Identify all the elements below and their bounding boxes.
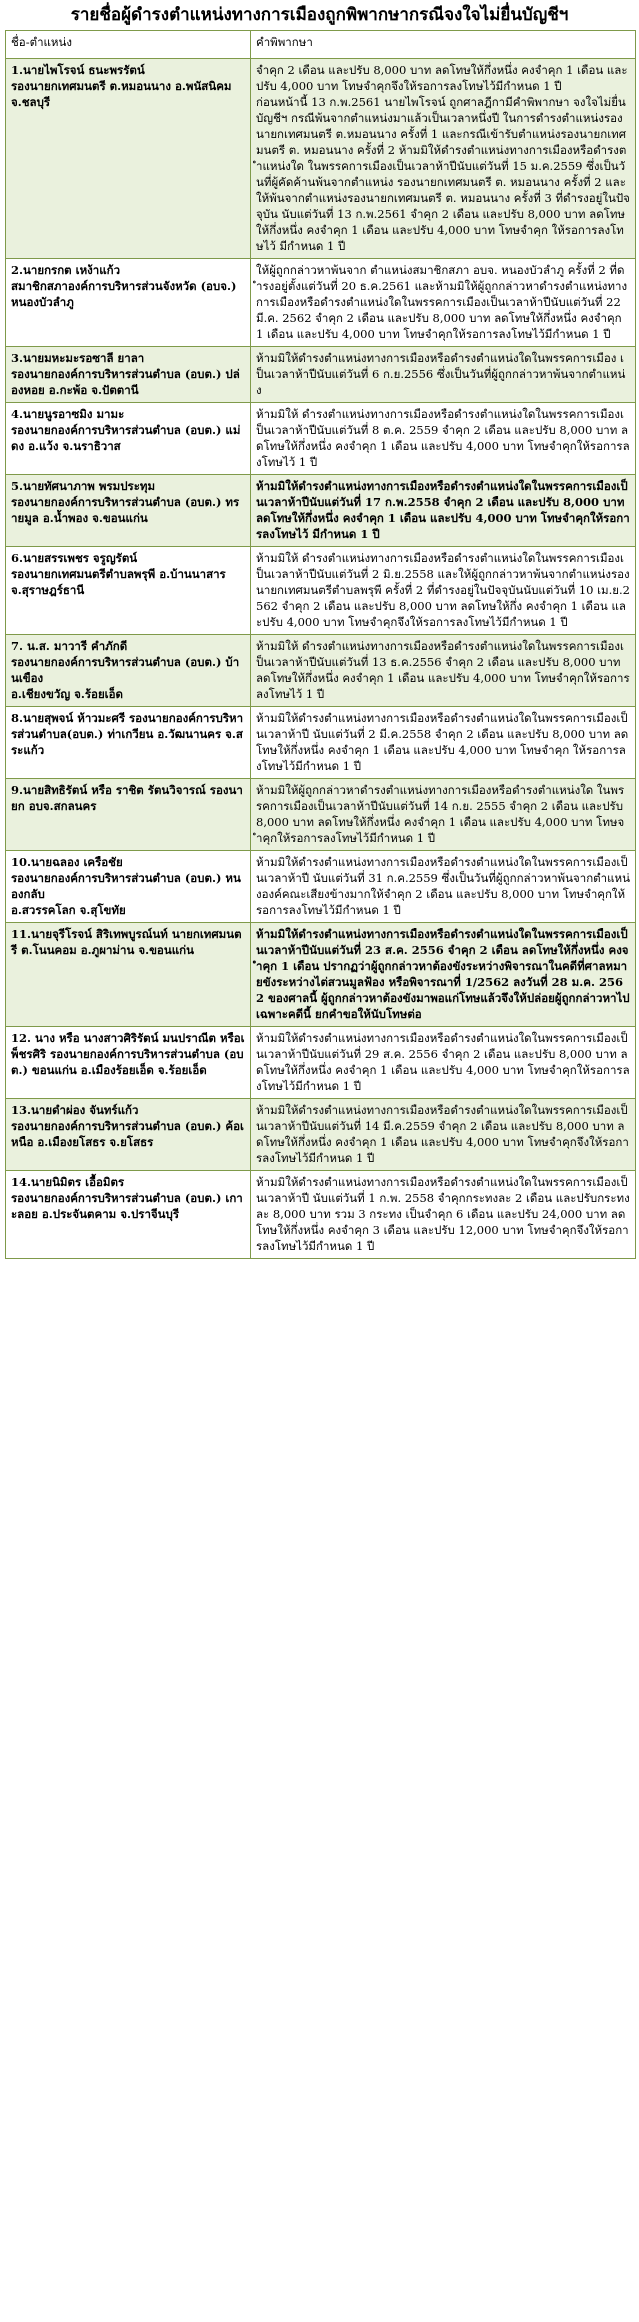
table-row (6, 1171, 636, 1259)
row-name-cell: 5.นายทัศนาภาพ พรมประทุม รองนายกองค์การบริหารส่วนตำบล (อบต.) ทรายมูล อ.น้ำพอง จ.ขอนแก่น (6, 475, 251, 547)
row-name-cell: 9.นายสิทธิรัตน์ หรือ ราชิต รัตนวิจารณ์ รองนายก อบจ.สกลนคร (6, 779, 251, 851)
table-header-row (6, 31, 636, 59)
table-row (6, 635, 636, 707)
row-verdict-cell: ห้ามมิให้ ดำรงตำแหน่งทางการเมืองหรือดำรงตำแหน่งใดในพรรคการเมืองเป็นเวลาห้าปีนับแต่วันที่ 13 ธ.ค.2556 จำคุก 2 เดือน และปรับ 8,000 บาท ลดโทษให้กึ่งหนึ่ง คงจำคุก 1 เดือน และปรับ 4,000 บาท โทษจำคุกให้รอการลงโทษไว้ 1 ปี (251, 635, 636, 707)
row-verdict-cell: ห้ามมิให้ดำรงตำแหน่งทางการเมืองหรือดำรงตำแหน่งใดในพรรคการเมืองเป็นเวลาห้าปีนับแต่วันที่ 14 มี.ค.2559 จำคุก 2 เดือน และปรับ 8,000 บาท ลดโทษให้กึ่งหนึ่ง คงจำคุก 1 เดือน และปรับ 4,000 บาท โทษจำคุกจึงให้รอการลงโทษไว้มีกำหนด 1 ปี (251, 1099, 636, 1171)
row-name-cell: 10.นายฉลอง เครือชัย รองนายกองค์การบริหารส่วนตำบล (อบต.) หนองกลับ อ.สวรรคโลก จ.สุโขทัย (6, 851, 251, 923)
table-row (6, 707, 636, 779)
row-name-cell: 4.นายนูรอาซมิง มามะ รองนายกองค์การบริหารส่วนตำบล (อบต.) แม่ดง อ.แว้ง จ.นราธิวาส (6, 403, 251, 475)
table-row (6, 475, 636, 547)
row-verdict-cell: ให้ผู้ถูกกล่าวหาพ้นจาก ตำแหน่งสมาชิกสภา อบจ. หนองบัวลำภู ครั้งที่ 2 ที่ดำรงอยู่ตั้งแต่วันที่ 20 ธ.ค.2561 และห้ามมิให้ผู้ถูกกล่าวหาดำรงตำแหน่งทางการเมืองหรือดำรงตำแหน่งใดในพรรคการเมืองเป็นเวลาห้าปีนับแต่วันที่ 22 มี.ค. 2562 จำคุก 2 เดือน และปรับ 8,000 บาท ลดโทษให้กึ่งหนึ่ง คงจำคุก 1 เดือน และปรับ 4,000 บาท โทษจำคุกให้รอการลงโทษไว้มีกำหนด 1 ปี (251, 259, 636, 347)
row-name-cell: 8.นายสุพจน์ ห้าวมะศรี รองนายกองค์การบริหารส่วนตำบล(อบต.) ท่าเกวียน อ.วัฒนานคร จ.สระแก้ว (6, 707, 251, 779)
row-verdict-cell: ห้ามมิให้ดำรงตำแหน่งทางการเมืองหรือดำรงตำแหน่งใดในพรรคการเมืองเป็นเวลาห้าปี นับแต่วันที่ 1 ก.พ. 2558 จำคุกกระทงละ 2 เดือน และปรับกระทงละ 8,000 บาท รวม 3 กระทง เป็นจำคุก 6 เดือน และปรับ 24,000 บาท ลดโทษให้กึ่งหนึ่ง คงจำคุก 3 เดือน และปรับ 12,000 บาท โทษจำคุกจึงให้รอการลงโทษไว้มีกำหนด 1 ปี (251, 1171, 636, 1259)
row-name-cell: 12. นาง หรือ นางสาวศิริรัตน์ มนปราณีต หรือเพ็ชรศิริ รองนายกองค์การบริหารส่วนตำบล (อบต.) ขอนแก่น อ.เมืองร้อยเอ็ด จ.ร้อยเอ็ด (6, 1027, 251, 1099)
row-verdict-cell: ห้ามมิให้ดำรงตำแหน่งทางการเมืองหรือดำรงตำแหน่งใดในพรรคการเมืองเป็นเวลาห้าปีนับแต่วันที่ 29 ส.ค. 2556 จำคุก 2 เดือน และปรับ 8,000 บาท ลดโทษให้กึ่งหนึ่ง คงจำคุก 1 เดือน และปรับ 4,000 บาท โทษจำคุกให้รอการลงโทษไว้มีกำหนด 1 ปี (251, 1027, 636, 1099)
row-verdict-cell: ห้ามมิให้ดำรงตำแหน่งทางการเมืองหรือดำรงตำแหน่งใดในพรรคการเมืองเป็นเวลาห้าปีนับแต่วันที่ 23 ส.ค. 2556 จำคุก 2 เดือน ลดโทษให้กึ่งหนึ่ง คงจำคุก 1 เดือน ปรากฏว่าผู้ถูกกล่าวหาต้องขังระหว่างพิจารณาในคดีที่ศาลหมายขังระหว่างไต่สวนมูลฟ้อง หรือพิจารณาที่ 1/2562 ลงวันที่ 28 ม.ค. 2562 ของศาลนี้ ผู้ถูกกล่าวหาต้องขังมาพอแก่โทษแล้วจึงให้ปล่อยผู้ถูกกล่าวหาไปเฉพาะคดีนี้ ยกคำขอให้นับโทษต่อ (251, 923, 636, 1027)
row-name-cell: 1.นายไพโรจน์ ธนะพรรัตน์ รองนายกเทศมนตรี ต.หมอนนาง อ.พนัสนิคม จ.ชลบุรี (6, 59, 251, 259)
row-verdict-cell: ห้ามมิให้ ดำรงตำแหน่งทางการเมืองหรือดำรงตำแหน่งใดในพรรคการเมืองเป็นเวลาห้าปีนับแต่วันที่ 8 ต.ค. 2559 จำคุก 2 เดือน และปรับ 8,000 บาท ลดโทษให้กึ่งหนึ่ง คงจำคุก 1 เดือน และปรับ 4,000 บาท โทษจำคุกให้รอการลงโทษไว้ 1 ปี (251, 403, 636, 475)
row-verdict-cell: ห้ามมิให้ดำรงตำแหน่งทางการเมืองหรือดำรงตำแหน่งใดในพรรคการเมืองเป็นเวลาห้าปี นับแต่วันที่ 31 ก.ค.2559 ซึ่งเป็นวันที่ผู้ถูกกล่าวหาพ้นจากตำแหน่งองค์คณะเสียงข้างมากให้จำคุก 2 เดือน และปรับ 8,000 บาท โทษจำคุกให้รอการลงโทษไว้มีกำหนด 1 ปี (251, 851, 636, 923)
table-row (6, 779, 636, 851)
judgment-table (5, 30, 636, 1259)
table-row (6, 347, 636, 403)
column-header-name: ชื่อ-ตำแหน่ง (6, 31, 251, 59)
table-body (6, 59, 636, 1259)
table-row (6, 1099, 636, 1171)
column-header-verdict: คำพิพากษา (251, 31, 636, 59)
row-name-cell: 2.นายกรกต เหง้าแก้ว สมาชิกสภาองค์การบริหารส่วนจังหวัด (อบจ.) หนองบัวลำภู (6, 259, 251, 347)
table-row (6, 1027, 636, 1099)
row-name-cell: 11.นายจุรีโรจน์ สิริเทพบูรณ์นท์ นายกเทศมนตรี ต.โนนคอม อ.ภูผาม่าน จ.ขอนแก่น (6, 923, 251, 1027)
row-verdict-cell: ห้ามมิให้ดำรงตำแหน่งทางการเมืองหรือดำรงตำแหน่งใดในพรรคการเมือง เป็นเวลาห้าปีนับแต่วันที่ 6 ก.ย.2556 ซึ่งเป็นวันที่ผู้ถูกกล่าวหาพ้นจากตำแหน่ง (251, 347, 636, 403)
table-row (6, 59, 636, 259)
row-name-cell: 13.นายดำผ่อง จันทร์แก้ว รองนายกองค์การบริหารส่วนตำบล (อบต.) ค้อเหนือ อ.เมืองยโสธร จ.ยโสธร (6, 1099, 251, 1171)
row-name-cell: 14.นายนิมิตร เอื้อมิตร รองนายกองค์การบริหารส่วนตำบล (อบต.) เกาะลอย อ.ประจันตคาม จ.ปราจีนบุรี (6, 1171, 251, 1259)
row-verdict-cell: จำคุก 2 เดือน และปรับ 8,000 บาท ลดโทษให้กึ่งหนึ่ง คงจำคุก 1 เดือน และปรับ 4,000 บาท โทษจำคุกจึงให้รอการลงโทษไว้มีกำหนด 1 ปี ก่อนหน้านี้ 13 ก.พ.2561 นายไพโรจน์ ถูกศาลฎีกามีคำพิพากษา จงใจไม่ยื่นบัญชีฯ กรณีพ้นจากตำแหน่งมาแล้วเป็นเวลาหนึ่งปี ในการดำรงตำแหน่งรองนายกเทศมนตรี ต.หมอนนาง ครั้งที่ 1 และกรณีเข้ารับตำแหน่งรองนายกเทศมนตรี ต. หมอนนาง ครั้งที่ 2 ห้ามมิให้ดำรงตำแหน่งทางการเมืองหรือดำรงตำแหน่งใด ในพรรคการเมืองเป็นเวลาห้าปีนับแต่วันที่ 15 ม.ค.2559 ซึ่งเป็นวันที่ผู้คัดค้านพ้นจากตำแหน่ง รองนายกเทศมนตรี ต. หมอนนาง ครั้งที่ 2 และให้พ้นจากตำแหน่งรองนายกเทศมนตรี ต. หมอนนาง ครั้งที่ 3 ที่ดำรงอยู่ในปัจจุบัน นับแต่วันที่ 13 ก.พ.2561 จำคุก 2 เดือน และปรับ 8,000 บาท ลดโทษให้กึ่งหนึ่ง คงจำคุก 1 เดือน และปรับ 4,000 บาท โทษจำคุก ให้รอการลงโทษไว้ มีกำหนด 1 ปี (251, 59, 636, 259)
table-row (6, 403, 636, 475)
row-verdict-cell: ห้ามมิให้ ดำรงตำแหน่งทางการเมืองหรือดำรงตำแหน่งใดในพรรคการเมืองเป็นเวลาห้าปีนับแต่วันที่ 2 มิ.ย.2558 และให้ผู้ถูกกล่าวหาพ้นจากตำแหน่งรองนายกเทศมนตรีตำบลพรุพี ครั้งที่ 2 ที่ดำรงอยู่ในปัจจุบันนับแต่วันที่ 10 เม.ย.2562 จำคุก 2 เดือน และปรับ 8,000 บาท ลดโทษให้กึ่ง คงจำคุก 1 เดือน และปรับ 4,000 บาท โทษจำคุกจึงให้รอการลงโทษไว้มีกำหนด 1 ปี (251, 547, 636, 635)
row-verdict-cell: ห้ามมิให้ดำรงตำแหน่งทางการเมืองหรือดำรงตำแหน่งใดในพรรคการเมืองเป็นเวลาห้าปีนับแต่วันที่ 17 ก.พ.2558 จำคุก 2 เดือน และปรับ 8,000 บาท ลดโทษให้กึ่งหนึ่ง คงจำคุก 1 เดือน และปรับ 4,000 บาท โทษจำคุกให้รอการลงโทษไว้ มีกำหนด 1 ปี (251, 475, 636, 547)
row-name-cell: 7. น.ส. มาวารี คำภักดี รองนายกองค์การบริหารส่วนตำบล (อบต.) บ้านเขือง อ.เชียงขวัญ จ.ร้อยเอ็ด (6, 635, 251, 707)
row-verdict-cell: ห้ามมิให้ดำรงตำแหน่งทางการเมืองหรือดำรงตำแหน่งใดในพรรคการเมืองเป็นเวลาห้าปี นับแต่วันที่ 2 มี.ค.2558 จำคุก 2 เดือน และปรับ 8,000 บาท ลดโทษให้กึ่งหนึ่ง คงจำคุก 1 เดือน และปรับ 4,000 บาท โทษจำคุก ให้รอการลงโทษไว้มีกำหนด 1 ปี (251, 707, 636, 779)
table-row (6, 547, 636, 635)
row-name-cell: 6.นายสรรเพชร จรูญรัตน์ รองนายกเทศมนตรีตำบลพรุพี อ.บ้านนาสาร จ.สุราษฎร์ธานี (6, 547, 251, 635)
table-row (6, 259, 636, 347)
table-row (6, 851, 636, 923)
page-title: รายชื่อผู้ดำรงตำแหน่งทางการเมืองถูกพิพากษากรณีจงใจไม่ยื่นบัญชีฯ (70, 5, 569, 25)
row-name-cell: 3.นายมหะมะรอซาลี ยาลา รองนายกองค์การบริหารส่วนตำบล (อบต.) ปล่องหอย อ.กะพ้อ จ.ปัตตานี (6, 347, 251, 403)
row-verdict-cell: ห้ามมิให้ผู้ถูกกล่าวหาดำรงตำแหน่งทางการเมืองหรือดำรงตำแหน่งใด ในพรรคการเมืองเป็นเวลาห้าปีนับแต่วันที่ 14 ก.ย. 2555 จำคุก 2 เดือน และปรับ 8,000 บาท ลดโทษให้กึ่งหนึ่ง คงจำคุก 1 เดือน และปรับ 4,000 บาท โทษจำคุกให้รอการลงโทษไว้มีกำหนด 1 ปี (251, 779, 636, 851)
table-row (6, 923, 636, 1027)
